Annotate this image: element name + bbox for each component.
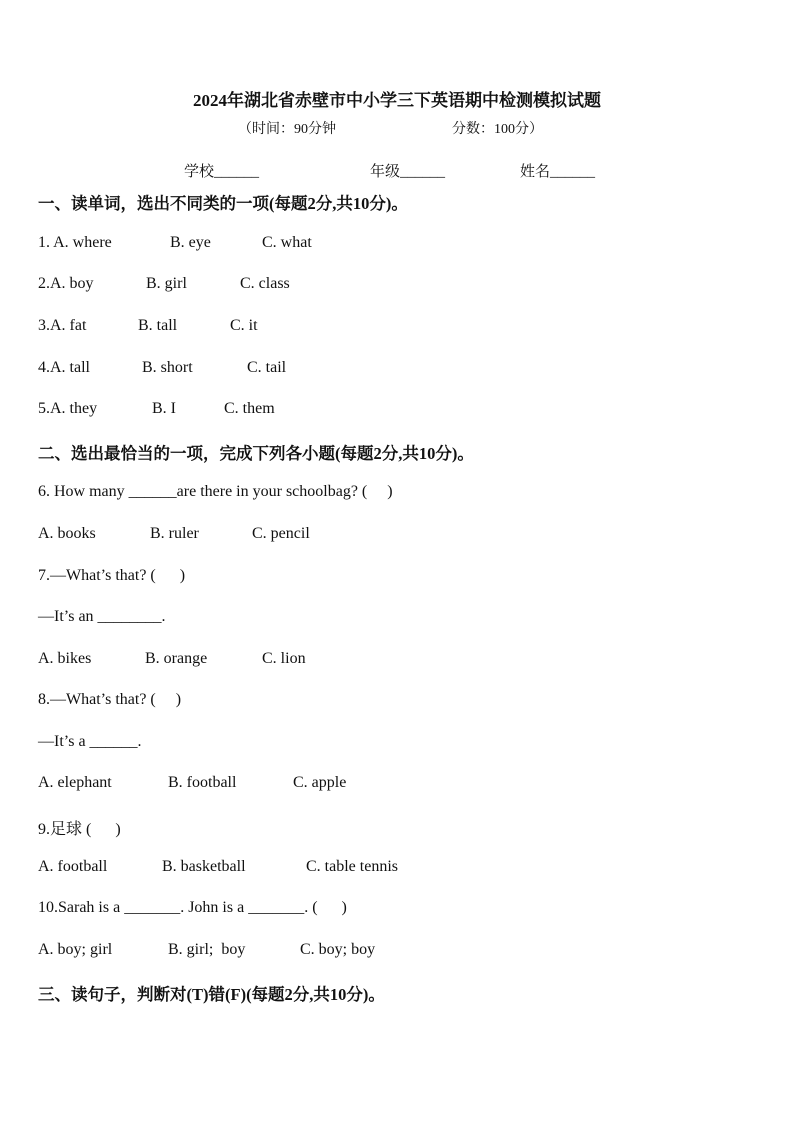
option-a: 5.A. they bbox=[38, 400, 98, 417]
option-c: C. apple bbox=[293, 774, 347, 791]
option-c: C. class bbox=[240, 275, 290, 292]
score-label: 分数：100分） bbox=[452, 122, 543, 137]
page-title: 2024年湖北省赤壁市中小学三下英语期中检测模拟试题 bbox=[193, 91, 601, 110]
option-b: B. I bbox=[152, 400, 176, 417]
question-9-stem: 9.足球 ( ) bbox=[38, 821, 121, 838]
question-8-stem: 8.—What’s that? ( ) bbox=[38, 691, 182, 708]
option-c: C. lion bbox=[262, 650, 306, 667]
question-8-answer-line: —It’s a ______. bbox=[38, 733, 142, 750]
section-2-heading: 二、选出最恰当的一项，完成下列各小题(每题2分,共10分)。 bbox=[38, 444, 474, 463]
option-b: B. ruler bbox=[150, 525, 199, 542]
option-b: B. girl; boy bbox=[168, 941, 246, 958]
option-a: A. football bbox=[38, 858, 108, 875]
option-c: C. table tennis bbox=[306, 858, 398, 875]
school-field: 学校______ bbox=[184, 164, 260, 180]
option-b: B. tall bbox=[138, 317, 178, 334]
option-a: 3.A. fat bbox=[38, 317, 87, 334]
option-c: C. tail bbox=[247, 359, 287, 376]
question-10-stem: 10.Sarah is a _______. John is a _______. ( ) bbox=[38, 899, 347, 916]
option-b: B. girl bbox=[146, 275, 187, 292]
option-a: A. elephant bbox=[38, 774, 112, 791]
option-c: C. them bbox=[224, 400, 275, 417]
option-b: B. football bbox=[168, 774, 237, 791]
option-b: B. short bbox=[142, 359, 193, 376]
option-a: 2.A. boy bbox=[38, 275, 94, 292]
question-7-stem: 7.—What’s that? ( ) bbox=[38, 567, 186, 584]
option-b: B. orange bbox=[145, 650, 208, 667]
option-a: A. bikes bbox=[38, 650, 92, 667]
time-label: （时间：90分钟 bbox=[238, 122, 336, 137]
section-1-heading: 一、读单词，选出不同类的一项(每题2分,共10分)。 bbox=[38, 194, 408, 213]
option-b: B. basketball bbox=[162, 858, 246, 875]
option-a: 1. A. where bbox=[38, 234, 112, 251]
question-7-answer-line: —It’s an ________. bbox=[38, 608, 166, 625]
option-a: A. boy; girl bbox=[38, 941, 113, 958]
option-c: C. what bbox=[262, 234, 312, 251]
option-c: C. it bbox=[230, 317, 258, 334]
option-c: C. pencil bbox=[252, 525, 310, 542]
option-c: C. boy; boy bbox=[300, 941, 376, 958]
grade-field: 年级______ bbox=[370, 164, 446, 180]
section-3-heading: 三、读句子，判断对(T)错(F)(每题2分,共10分)。 bbox=[38, 985, 385, 1004]
name-field: 姓名______ bbox=[520, 164, 596, 180]
option-a: 4.A. tall bbox=[38, 359, 90, 376]
question-6-stem: 6. How many ______are there in your schoolbag? ( ) bbox=[38, 483, 393, 500]
option-b: B. eye bbox=[170, 234, 211, 251]
option-a: A. books bbox=[38, 525, 96, 542]
